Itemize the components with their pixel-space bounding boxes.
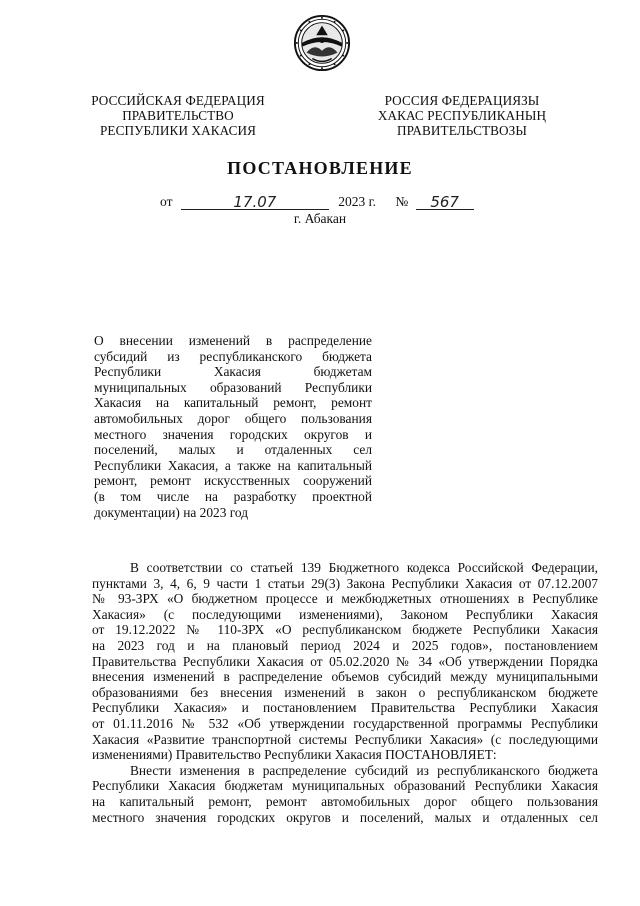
date-prefix: от [160,194,173,209]
subject-line: Республики Хакасия, а также на капитальный [94,457,372,473]
body-line: на 2023 год и на плановый период 2024 и 2025 годов», постановлением [92,637,598,653]
header-left-line: РЕСПУБЛИКИ ХАКАСИЯ [100,123,256,139]
header-right-line: ПРАВИТЕЛЬСТВОЗЫ [397,123,527,139]
date-number-line [160,194,474,210]
body-line: от 01.11.2016 № 532 «Об утверждении государственной программы Республики [92,715,598,731]
year-label: 2023 г. [338,194,376,209]
body-line: образованиями без внесения изменений в закон о республиканском бюджете [92,684,598,700]
subject-line: (в том числе на разработку проектной [94,488,372,504]
subject-line: Хакасия на капитальный ремонт, ремонт [94,395,372,411]
body-line: изменениями) Правительство Республики Хакасия ПОСТАНОВЛЯЕТ: [92,747,497,763]
body-line: Республики Хакасия бюджетам муниципальных образований Республики Хакасия [92,778,598,794]
body-line: от 19.12.2022 № 110-ЗРХ «О республиканском бюджете Республики Хакасия [92,622,598,638]
header-left-line: ПРАВИТЕЛЬСТВО [122,108,234,124]
subject-line: автомобильных дорог общего пользования [94,410,372,426]
subject-line: Республики Хакасия бюджетам [94,364,372,380]
body-line: № 93-ЗРХ «О бюджетном процессе и межбюджетных отношениях в Республике [92,591,598,607]
body-line: пунктами 3, 4, 6, 9 части 1 статьи 29(3) Закона Республики Хакасия от 07.12.2007 [92,575,598,591]
subject-line: поселений, малых и отдаленных сел [94,442,372,458]
body-line: внесения изменений в распределение объемов субсидий между муниципальными [92,669,598,685]
header-left-russian [78,93,278,139]
subject-line: муниципальных образований Республики [94,379,372,395]
body-line: Внести изменения в распределение субсидий из республиканского бюджета [130,762,598,778]
body-line: Хакасия» (с последующими изменениями), Законом Республики Хакасия [92,606,598,622]
body-line: Республики Хакасия» и постановлением Правительства Республики Хакасия [92,700,598,716]
handwritten-date: 17.07 [181,195,329,210]
body-text [92,560,598,825]
handwritten-number: 567 [416,195,474,210]
body-line: на капитальный ремонт, ремонт автомобильных дорог общего пользования [92,793,598,809]
subject-line: местного значения городских округов и [94,426,372,442]
body-line: Правительства Республики Хакасия от 05.02.2020 № 34 «Об утверждении Порядка [92,653,598,669]
header-right-khakas [362,93,562,139]
header-right-line: ХАКАС РЕСПУБЛИКАНЫҢ [377,108,547,124]
document-title: ПОСТАНОВЛЕНИЕ [227,158,413,178]
subject-line: ремонт, ремонт искусственных сооружений [94,473,372,489]
subject-line: документации) на 2023 год [94,504,249,520]
number-sign: № [395,194,409,209]
coat-of-arms-emblem [293,14,351,72]
subject-line: субсидий из республиканского бюджета [94,348,372,364]
subject-block [94,333,372,520]
subject-line: О внесении изменений в распределение [94,333,372,348]
body-line: Хакасия «Развитие транспортной системы Республики Хакасия» (с последующими [92,731,598,747]
header-right-line: РОССИЯ ФЕДЕРАЦИЯЗЫ [384,93,540,108]
header-left-line: РОССИЙСКАЯ ФЕДЕРАЦИЯ [91,93,265,108]
body-line: В соответствии со статьей 139 Бюджетного кодекса Российской Федерации, [130,560,598,575]
city-label: г. Абакан [293,211,347,226]
body-line: местного значения городских округов и поселений, малых и отдаленных сел [92,809,598,825]
